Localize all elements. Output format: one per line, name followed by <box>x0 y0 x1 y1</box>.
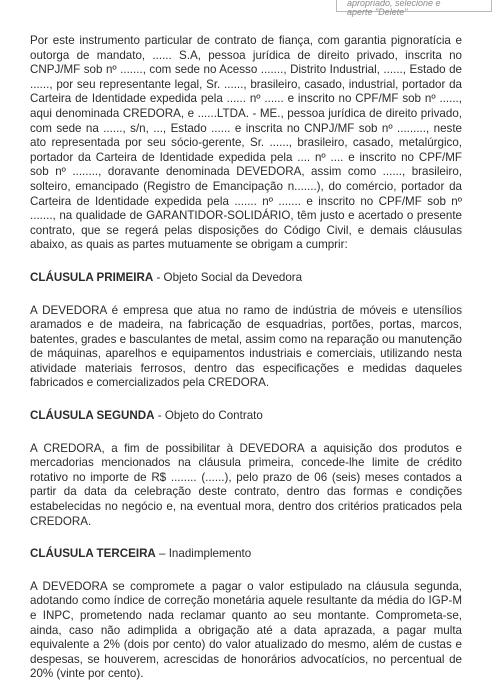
clause-2-text: A CREDORA, a fim de possibilitar à DEVEDORA a aquisição dos produtos e mercadorias mencionados na cláusula primeira, concede-lhe limite de crédito rotativo no importe de R$ ........ (......), pelo prazo de 06 (seis) meses contados a partir da data da celebração deste contrato, dentro das formas e condições estabelecidas no negócio e, na eventual mora, dentro dos critérios praticados pela CREDORA. <box>30 441 462 528</box>
instruction-note <box>336 0 492 17</box>
clause-1-text: A DEVEDORA é empresa que atua no ramo de indústria de móveis e utensílios aramados e de madeira, na fabricação de esquadrias, portões, portas, marcos, batentes, grades e basculantes de metal, assim como na reparação ou manutenção de máquinas, aparelhos e equipamentos industriais e comerciais, utilizando nesta atividade materiais ferrosos, dentro das especificações e medidas daqueles fabricados e comercializados pela CREDORA. <box>30 303 462 390</box>
clause-2-title: CLÁUSULA SEGUNDA <box>30 409 155 423</box>
clause-3-text: A DEVEDORA se compromete a pagar o valor estipulado na cláusula segunda, adotando como índice de correção monetária aquele resultante da média do IGP-M e INPC, prometendo nada reclamar quanto ao seu montante. Comprometa-se, ainda, caso não adimplida a obrigação até a data aprazada, a pagar multa equivalente a 2% (dois por cento) do valor atualizado do mesmo, além de custas e despesas, se houverem, acrescidas de honorários advocatícios, no percentual de 20% (vinte por cento). <box>30 579 462 681</box>
clause-3-separator: – <box>155 547 169 561</box>
clause-2-subtitle: Objeto do Contrato <box>164 409 263 423</box>
clause-3-heading <box>30 547 462 562</box>
clause-3-title: CLÁUSULA TERCEIRA <box>30 547 156 561</box>
clause-1-heading <box>30 271 462 286</box>
clause-1-subtitle: Objeto Social da Devedora <box>163 270 303 284</box>
contract-body <box>30 34 462 700</box>
intro-paragraph: Por este instrumento particular de contrato de fiança, com garantia pignoratícia e outorga de mandato, ...... S.A, pessoa jurídica de direito privado, inscrita no CNPJ/MF sob nº ......., com sede no Acesso ......., Distrito Industrial, ......, Estado de ......, por seu representante legal, Sr. ......, brasileiro, casado, industrial, portador da Carteira de Identidade expedida pela ...... nº ...... e inscrito no CPF/MF sob nº ......, aqui denominada CREDORA, e ......LTDA. - ME., pessoa jurídica de direito privado, com sede na ......, s/n, ..., Estado ...... e inscrita no CNPJ/MF sob nº ........., neste ato representada por seu sócio-gerente, Sr. ......, brasileiro, casado, metalúrgico, portador da Carteira de Identidade expedida pela .... nº .... e inscrito no CPF/MF sob nº ........, doravante denominada DEVEDORA, assim como ......, brasileiro, solteiro, emancipado (Registro de Emancipação n.......), do comércio, portador da Carteira de Identidade expedida pela ....... nº ....... e inscrito no CPF/MF sob nº ......., na qualidade de GARANTIDOR-SOLIDÁRIO, têm justo e acertado o presente contrato, que se regerá pelas disposições do Código Civil, e demais cláusulas abaixo, as quais as partes mutuamente se obrigam a cumprir: <box>30 34 462 252</box>
note-line-2: aperte "Delete" <box>347 7 408 17</box>
clause-1-separator: - <box>153 270 164 284</box>
note-line-1: apropriado, selecione e <box>347 0 441 8</box>
clause-2-heading <box>30 409 462 424</box>
clause-3-subtitle: Inadimplemento <box>168 547 252 561</box>
clause-1-title: CLÁUSULA PRIMEIRA <box>30 270 154 284</box>
clause-2-separator: - <box>154 409 165 423</box>
